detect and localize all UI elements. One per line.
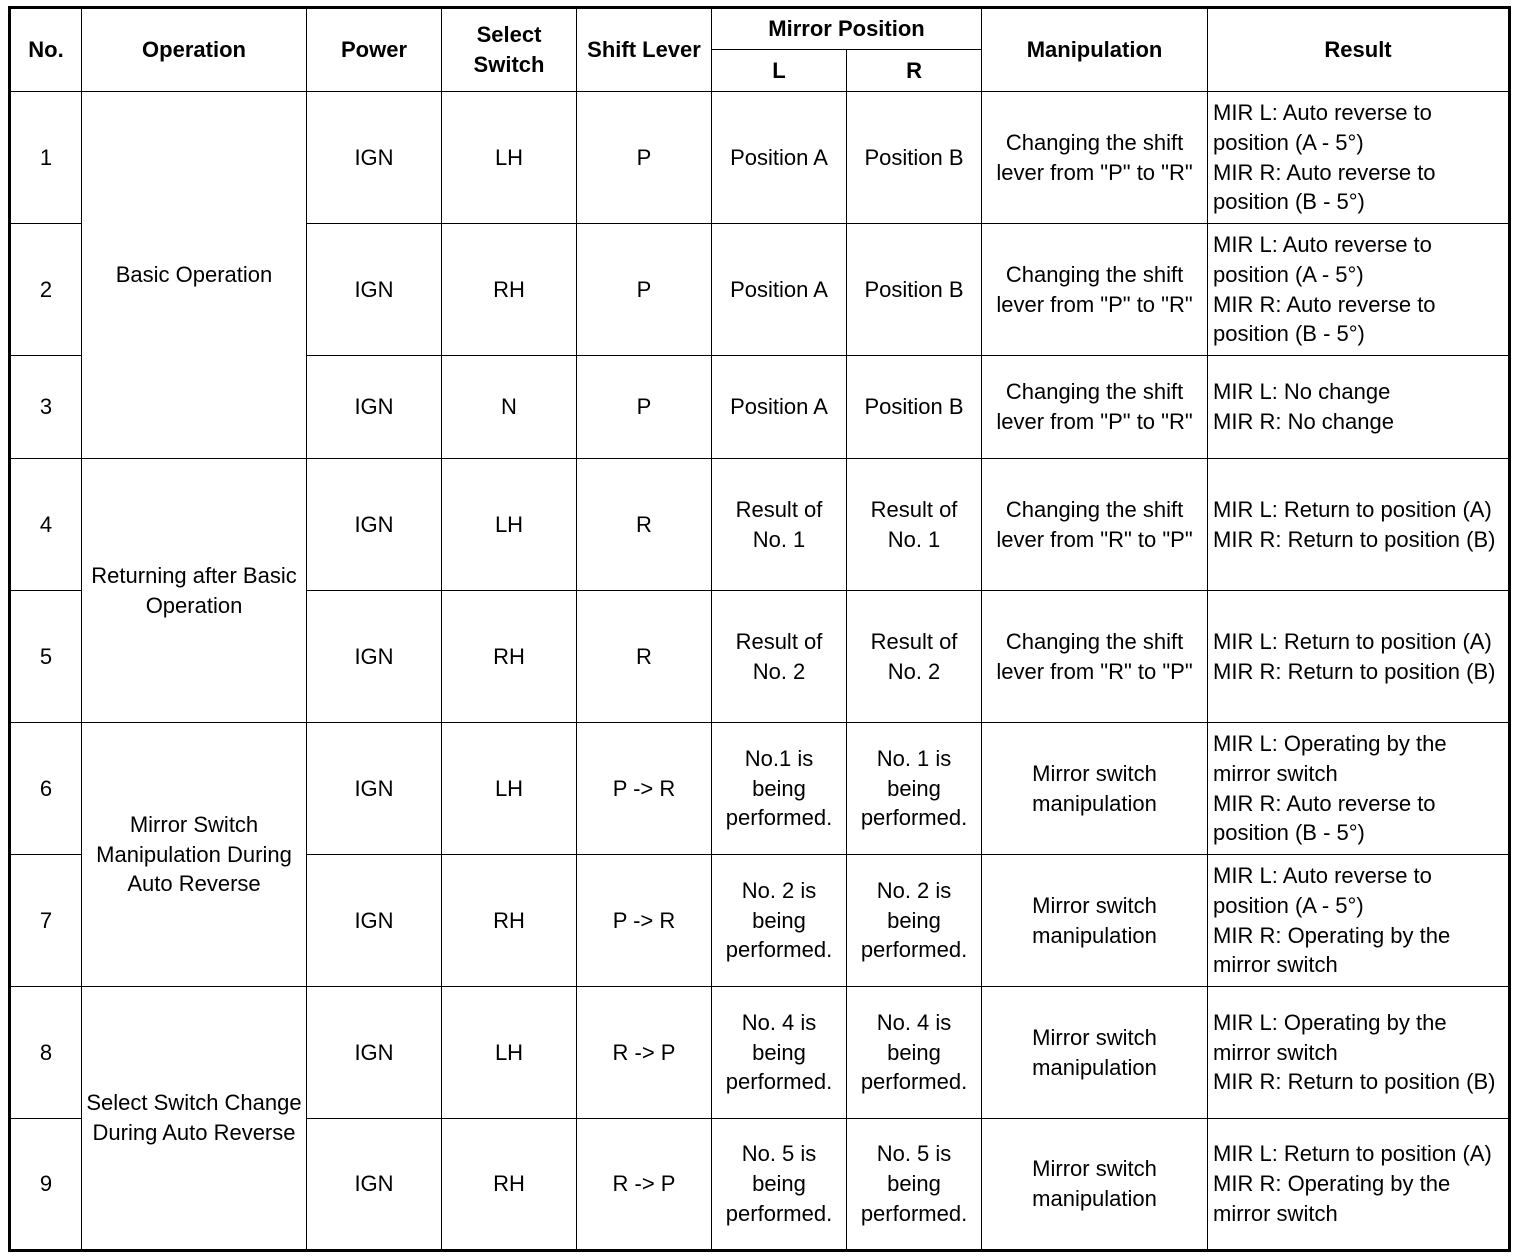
mirror-l-cell: Position A: [712, 356, 847, 459]
result-mir-l: MIR L: Auto reverse to position (A - 5°): [1213, 862, 1432, 918]
result-mir-r: MIR R: No change: [1213, 409, 1394, 434]
power-cell: IGN: [307, 459, 442, 591]
header-shift-lever: Shift Lever: [577, 8, 712, 92]
result-mir-r: MIR R: Auto reverse to position (B - 5°): [1213, 291, 1436, 347]
row-number: 9: [10, 1119, 82, 1251]
result-mir-l: MIR L: Auto reverse to position (A - 5°): [1213, 99, 1432, 155]
operation-group: Mirror Switch Manipulation During Auto Reverse: [82, 723, 307, 987]
result-cell: [1208, 591, 1510, 723]
result-mir-l: MIR L: Operating by the mirror switch: [1213, 1009, 1447, 1065]
shift-lever-cell: P -> R: [577, 855, 712, 987]
result-mir-r: MIR R: Auto reverse to position (B - 5°): [1213, 790, 1436, 846]
result-mir-l: MIR L: Auto reverse to position (A - 5°): [1213, 231, 1432, 287]
result-cell: [1208, 987, 1510, 1119]
select-switch-cell: RH: [442, 855, 577, 987]
mirror-r-cell: Position B: [847, 224, 982, 356]
table-row: [10, 92, 1510, 224]
mirror-l-cell: No. 5 is being performed.: [712, 1119, 847, 1251]
shift-lever-cell: P: [577, 356, 712, 459]
result-mir-l: MIR L: No change: [1213, 379, 1391, 405]
table-row: [10, 459, 1510, 591]
header-manipulation: Manipulation: [982, 8, 1208, 92]
mirror-l-cell: Result of No. 2: [712, 591, 847, 723]
header-mirror-position: Mirror Position: [712, 8, 982, 50]
select-switch-cell: LH: [442, 92, 577, 224]
mirror-l-cell: No. 2 is being performed.: [712, 855, 847, 987]
row-number: 3: [10, 356, 82, 459]
result-cell: [1208, 1119, 1510, 1251]
result-mir-l: MIR L: Return to position (A): [1213, 1141, 1492, 1167]
result-mir-l: MIR L: Return to position (A): [1213, 496, 1492, 522]
select-switch-cell: RH: [442, 1119, 577, 1251]
mirror-l-cell: No. 4 is being performed.: [712, 987, 847, 1119]
select-switch-cell: LH: [442, 987, 577, 1119]
operation-group: Basic Operation: [82, 92, 307, 459]
mirror-r-cell: Position B: [847, 356, 982, 459]
mirror-r-cell: No. 1 is being performed.: [847, 723, 982, 855]
operation-group: Returning after Basic Operation: [82, 459, 307, 723]
mirror-r-cell: Result of No. 2: [847, 591, 982, 723]
select-switch-cell: LH: [442, 459, 577, 591]
result-mir-r: MIR R: Return to position (B): [1213, 526, 1496, 552]
mirror-l-cell: No.1 is being performed.: [712, 723, 847, 855]
manipulation-cell: Mirror switch manipulation: [982, 987, 1208, 1119]
mirror-r-cell: No. 2 is being performed.: [847, 855, 982, 987]
mirror-r-cell: No. 5 is being performed.: [847, 1119, 982, 1251]
power-cell: IGN: [307, 1119, 442, 1251]
header-no: No.: [10, 8, 82, 92]
mirror-operation-table: [8, 6, 1511, 1252]
result-mir-r: MIR R: Operating by the mirror switch: [1213, 1171, 1451, 1226]
manipulation-cell: Changing the shift lever from "P" to "R": [982, 356, 1208, 459]
power-cell: IGN: [307, 591, 442, 723]
result-mir-r: MIR R: Operating by the mirror switch: [1213, 922, 1451, 978]
manipulation-cell: Mirror switch manipulation: [982, 1119, 1208, 1251]
power-cell: IGN: [307, 855, 442, 987]
mirror-r-cell: Result of No. 1: [847, 459, 982, 591]
result-cell: [1208, 459, 1510, 591]
row-number: 8: [10, 987, 82, 1119]
row-number: 5: [10, 591, 82, 723]
manipulation-cell: Mirror switch manipulation: [982, 855, 1208, 987]
result-cell: [1208, 356, 1510, 459]
header-result: Result: [1208, 8, 1510, 92]
shift-lever-cell: P: [577, 224, 712, 356]
shift-lever-cell: R: [577, 591, 712, 723]
shift-lever-cell: R -> P: [577, 987, 712, 1119]
result-mir-l: MIR L: Operating by the mirror switch: [1213, 730, 1447, 786]
shift-lever-cell: R -> P: [577, 1119, 712, 1251]
header-select-switch: Select Switch: [442, 8, 577, 92]
manipulation-cell: Changing the shift lever from "R" to "P": [982, 459, 1208, 591]
power-cell: IGN: [307, 92, 442, 224]
result-cell: [1208, 855, 1510, 987]
shift-lever-cell: P: [577, 92, 712, 224]
mirror-r-cell: Position B: [847, 92, 982, 224]
manipulation-cell: Changing the shift lever from "P" to "R": [982, 92, 1208, 224]
mirror-l-cell: Result of No. 1: [712, 459, 847, 591]
header-mirror-r: R: [847, 50, 982, 92]
mirror-r-cell: No. 4 is being performed.: [847, 987, 982, 1119]
operation-group: Select Switch Change During Auto Reverse: [82, 987, 307, 1251]
select-switch-cell: N: [442, 356, 577, 459]
power-cell: IGN: [307, 987, 442, 1119]
header-power: Power: [307, 8, 442, 92]
mirror-l-cell: Position A: [712, 92, 847, 224]
result-mir-r: MIR R: Auto reverse to position (B - 5°): [1213, 159, 1436, 215]
manipulation-cell: Changing the shift lever from "R" to "P": [982, 591, 1208, 723]
result-mir-r: MIR R: Return to position (B): [1213, 1069, 1496, 1095]
row-number: 7: [10, 855, 82, 987]
result-cell: [1208, 723, 1510, 855]
table-row: [10, 723, 1510, 855]
power-cell: IGN: [307, 723, 442, 855]
result-cell: [1208, 92, 1510, 224]
mirror-l-cell: Position A: [712, 224, 847, 356]
header-mirror-l: L: [712, 50, 847, 92]
row-number: 4: [10, 459, 82, 591]
row-number: 2: [10, 224, 82, 356]
shift-lever-cell: P -> R: [577, 723, 712, 855]
power-cell: IGN: [307, 224, 442, 356]
select-switch-cell: RH: [442, 224, 577, 356]
result-mir-r: MIR R: Return to position (B): [1213, 658, 1496, 684]
manipulation-cell: Changing the shift lever from "P" to "R": [982, 224, 1208, 356]
result-mir-l: MIR L: Return to position (A): [1213, 628, 1492, 654]
header-operation: Operation: [82, 8, 307, 92]
shift-lever-cell: R: [577, 459, 712, 591]
table-row: [10, 987, 1510, 1119]
select-switch-cell: RH: [442, 591, 577, 723]
row-number: 1: [10, 92, 82, 224]
select-switch-cell: LH: [442, 723, 577, 855]
power-cell: IGN: [307, 356, 442, 459]
result-cell: [1208, 224, 1510, 356]
row-number: 6: [10, 723, 82, 855]
manipulation-cell: Mirror switch manipulation: [982, 723, 1208, 855]
